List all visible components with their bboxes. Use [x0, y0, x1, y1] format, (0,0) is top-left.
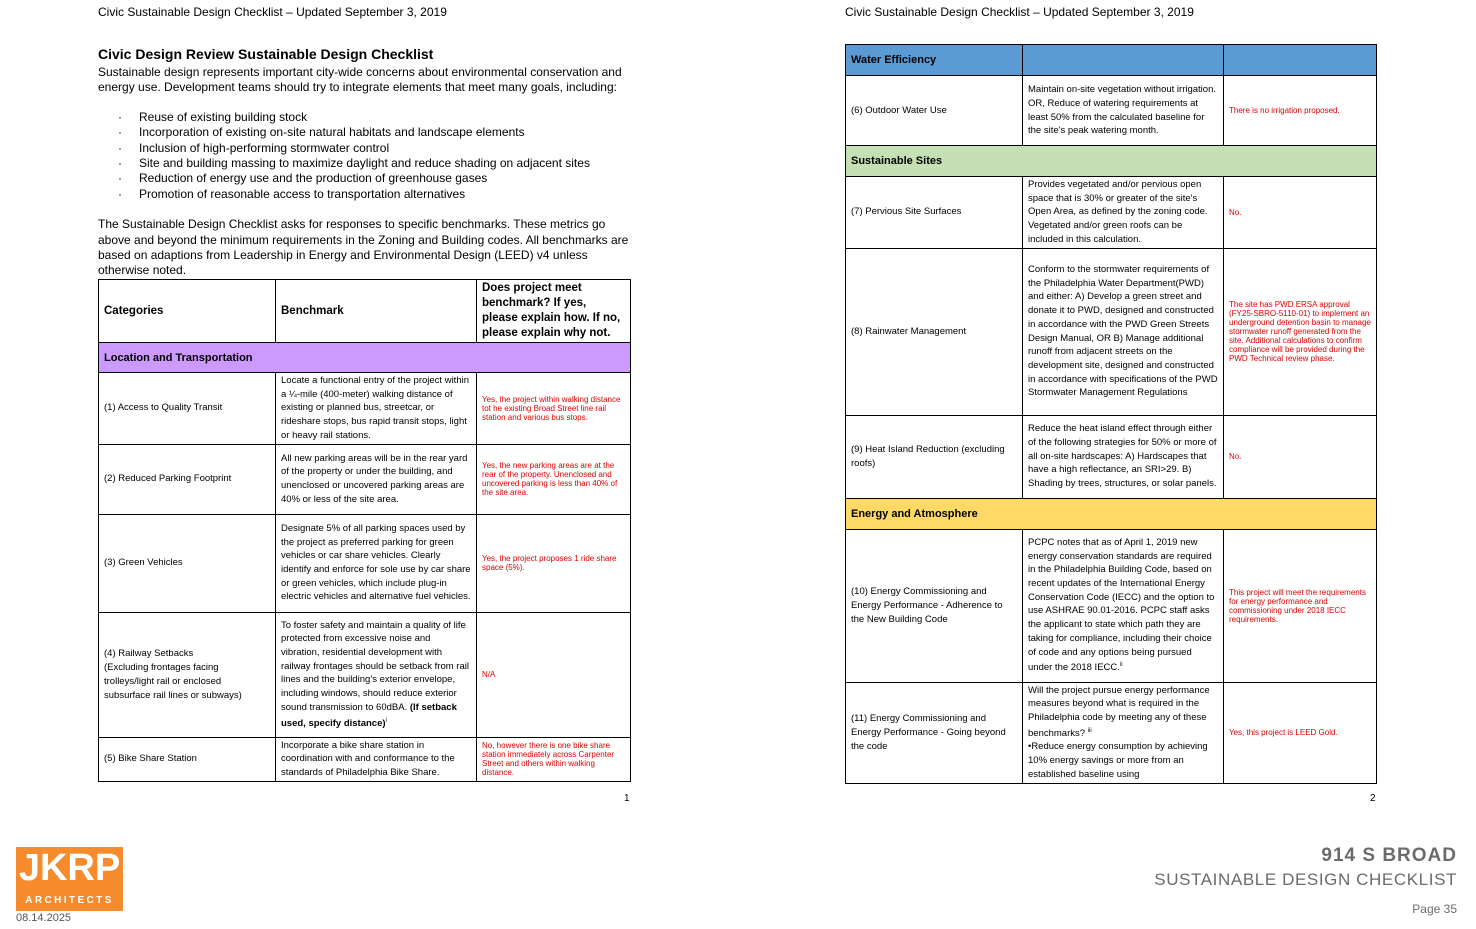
section-row-sites	[846, 146, 1377, 177]
table-row	[99, 444, 631, 514]
table-row	[846, 76, 1377, 146]
row-category: (6) Outdoor Water Use	[846, 76, 1023, 146]
row-benchmark	[276, 612, 477, 737]
row-response: No, however there is one bike share station immediately across Carpenter Street and others within walking distance.	[477, 737, 631, 781]
row-benchmark: Reduce the heat island effect through either of the following strategies for 50% or more of all on-site hardscapes: A) Hardscapes that have a high reflectance, an SRI>29. B) Shading by trees, structures, or solar panels.	[1023, 415, 1224, 498]
row-category: (2) Reduced Parking Footprint	[99, 444, 276, 514]
row-benchmark: Conform to the stormwater requirements of the Philadelphia Water Department(PWD) and either: A) Develop a green street and donate it to PWD, designed and constructed in accordance with the PWD Green Streets Design Manual, OR B) Manage additional runoff from adjacent streets on the development site, designed and constructed in accordance with specifications of the PWD Stormwater Management Regulations	[1023, 248, 1224, 415]
table-row	[846, 415, 1377, 498]
table-row	[846, 248, 1377, 415]
row-benchmark	[1023, 682, 1224, 783]
header-response: Does project meet benchmark? If yes, please explain how. If no, please explain why not.	[477, 280, 631, 343]
row-category: (5) Bike Share Station	[99, 737, 276, 781]
row-category: (7) Pervious Site Surfaces	[846, 177, 1023, 249]
benchmarks-paragraph: The Sustainable Design Checklist asks for responses to specific benchmarks. These metrics go above and beyond the minimum requirements in the Zoning and Building codes. All benchmarks are based on adaptions from Leadership in Energy and Environmental Design (LEED) v4 unless otherwise noted.	[98, 217, 629, 278]
header-categories: Categories	[99, 280, 276, 343]
footnote-marker: ii	[1119, 662, 1123, 669]
list-item: · Incorporation of existing on-site natural habitats and landscape elements	[98, 125, 634, 140]
table-row	[99, 612, 631, 737]
row-response: This project will meet the requirements for energy performance and commissioning under 2018 IECC requirements.	[1224, 529, 1377, 682]
row-benchmark: Designate 5% of all parking spaces used by the project as preferred parking for green vehicles or car share vehicles. Clearly identify and enforce for sole use by car share or green vehicles, which include plug-in electric vehicles and alternative fuel vehicles.	[276, 514, 477, 612]
row-category: (3) Green Vehicles	[99, 514, 276, 612]
section-location-label: Location and Transportation	[99, 343, 631, 373]
jkrp-logo	[16, 847, 123, 911]
page-1-header: Civic Sustainable Design Checklist – Updated September 3, 2019	[98, 5, 447, 19]
row-category	[99, 612, 276, 737]
page-2-header: Civic Sustainable Design Checklist – Updated September 3, 2019	[845, 5, 1194, 19]
row-category-title: (4) Railway Setbacks	[104, 647, 194, 659]
row-benchmark-text: Will the project pursue energy performance measures beyond what is required in the Philadelphia code by meeting any of these benchmarks?	[1028, 684, 1210, 739]
checklist-table-page-2	[845, 44, 1377, 784]
table-row	[99, 514, 631, 612]
section-water-blank	[1023, 45, 1224, 76]
row-category: (1) Access to Quality Transit	[99, 373, 276, 445]
project-title: 914 S BROAD	[1321, 845, 1457, 866]
footnote-marker: iii	[1087, 727, 1092, 734]
row-category: (11) Energy Commissioning and Energy Performance - Going beyond the code	[846, 682, 1023, 783]
section-row-energy	[846, 498, 1377, 529]
project-subtitle: SUSTAINABLE DESIGN CHECKLIST	[1154, 870, 1457, 889]
row-category-note: (Excluding frontages facing trolleys/light rail or enclosed subsurface rail lines or subways)	[104, 661, 242, 701]
logo-mark: JKRP	[18, 847, 121, 889]
checklist-title: Civic Design Review Sustainable Design Checklist	[98, 46, 434, 62]
row-response: Yes, this project is LEED Gold.	[1224, 682, 1377, 783]
row-benchmark: Provides vegetated and/or pervious open space that is 30% or greater of the site's Open Area, as defined by the zoning code. Vegetated and/or green roofs can be included in this calculation.	[1023, 177, 1224, 249]
row-benchmark-bullet: •Reduce energy consumption by achieving 10% energy savings or more from an established baseline using	[1028, 741, 1208, 780]
table-header-row	[99, 280, 631, 343]
page-number-2: 2	[1370, 793, 1376, 804]
row-benchmark: Maintain on-site vegetation without irrigation. OR, Reduce of watering requirements at least 50% from the calculated baseline for the site's peak watering month.	[1023, 76, 1224, 146]
intro-section	[98, 46, 634, 279]
table-row	[99, 737, 631, 781]
section-water-blank	[1224, 45, 1377, 76]
section-row-location	[99, 343, 631, 373]
footer-page-number: Page 35	[1412, 902, 1457, 916]
intro-paragraph: Sustainable design represents important city-wide concerns about environmental conservation and energy use. Development teams should try to integrate elements that meet many goals, including:	[98, 65, 622, 95]
row-benchmark: Incorporate a bike share station in coordination with and conformance to the standards of Philadelphia Bike Share.	[276, 737, 477, 781]
row-benchmark-text: To foster safety and maintain a quality of life protected from excessive noise and vibration, residential development with railway frontages should be setback from rail lines and the building’s exterior envelope, including windows, should reduce exterior sound transmission to 60dBA.	[281, 619, 469, 713]
table-row	[846, 529, 1377, 682]
row-category: (8) Rainwater Management	[846, 248, 1023, 415]
section-energy-label: Energy and Atmosphere	[846, 498, 1377, 529]
list-item: · Reduction of energy use and the production of greenhouse gases	[98, 171, 634, 186]
row-response: The site has PWD ERSA approval (FY25-SBRO-5110-01) to implement an underground detention basin to manage stormwater runoff generated from the site. Additional calculations to confirm compliance will be provided during the PWD Technical review phase.	[1224, 248, 1377, 415]
section-water-label: Water Efficiency	[846, 45, 1023, 76]
section-sites-label: Sustainable Sites	[846, 146, 1377, 177]
row-response: There is no irrigation proposed.	[1224, 76, 1377, 146]
row-benchmark: Locate a functional entry of the project within a ¼-mile (400-meter) walking distance of existing or planned bus, streetcar, or rideshare stops, bus rapid transit stops, light or heavy rail stations.	[276, 373, 477, 445]
row-category: (10) Energy Commissioning and Energy Performance - Adherence to the New Building Code	[846, 529, 1023, 682]
row-category: (9) Heat Island Reduction (excluding roofs)	[846, 415, 1023, 498]
row-response: N/A	[477, 612, 631, 737]
list-item: · Inclusion of high-performing stormwater control	[98, 141, 634, 156]
header-benchmark: Benchmark	[276, 280, 477, 343]
goals-list	[98, 110, 634, 202]
row-response: Yes, the project proposes 1 ride share space (5%).	[477, 514, 631, 612]
row-response: No.	[1224, 415, 1377, 498]
list-item: · Site and building massing to maximize daylight and reduce shading on adjacent sites	[98, 156, 634, 171]
row-benchmark: All new parking areas will be in the rear yard of the property or under the building, and unenclosed or uncovered parking areas are 40% or less of the site area.	[276, 444, 477, 514]
row-benchmark	[1023, 529, 1224, 682]
row-response: No.	[1224, 177, 1377, 249]
list-item: · Reuse of existing building stock	[98, 110, 634, 125]
list-item: · Promotion of reasonable access to transportation alternatives	[98, 187, 634, 202]
table-row	[846, 682, 1377, 783]
row-response: Yes, the new parking areas are at the rear of the property. Unenclosed and uncovered parking is less than 40% of the site area.	[477, 444, 631, 514]
section-row-water	[846, 45, 1377, 76]
page-number-1: 1	[624, 793, 630, 804]
row-benchmark-text: PCPC notes that as of April 1, 2019 new energy conservation standards are required in the Philadelphia Building Code, based on recent updates of the International Energy Conservation Code (IECC) and the option to use ASHRAE 90.01-2016. PCPC staff asks the applicant to state which path they are taking for compliance, including their choice of code and any options being pursued under the 2018 IECC.	[1028, 536, 1215, 674]
footer-date: 08.14.2025	[16, 912, 72, 924]
logo-wordmark: ARCHITECTS	[25, 895, 114, 906]
table-row	[99, 373, 631, 445]
row-benchmark-emphasis: (If setback used, specify distance)	[281, 701, 457, 729]
footnote-marker: i	[385, 717, 387, 724]
table-row	[846, 177, 1377, 249]
checklist-table-page-1	[98, 279, 631, 782]
row-response: Yes, the project within walking distance tot he existing Broad Street line rail station and various bus stops.	[477, 373, 631, 445]
